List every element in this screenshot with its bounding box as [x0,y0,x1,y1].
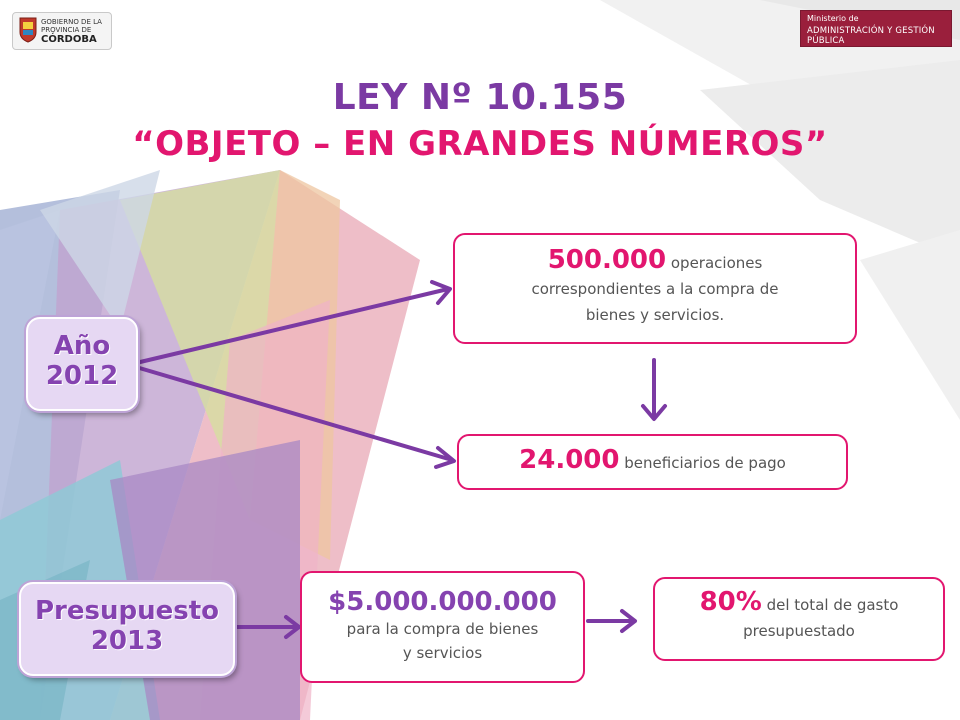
page-subtitle: “OBJETO – EN GRANDES NÚMEROS” [132,124,828,164]
amount-text-line2: y servicios [402,644,483,662]
logo-text-line1: GOBIERNO DE LA [41,18,102,26]
operations-text-line3: bienes y servicios. [585,306,725,324]
beneficiaries-text: beneficiarios de pago [619,454,786,472]
year-label: Año [53,331,111,361]
ministry-logo-line1: Ministerio de [807,14,859,23]
budget-2013-node [19,582,235,676]
logo-text-line3: CÓRDOBA [41,34,97,45]
beneficiaries-number: 24.000 [519,445,620,475]
year-2012-node [26,317,138,411]
budget-year: 2013 [90,626,164,656]
operations-text: operaciones [666,254,763,272]
percent-text-line2: presupuestado [743,622,855,640]
percent-number: 80% [699,587,762,617]
page-title: LEY Nº 10.155 [332,77,628,118]
logo-text-line2: PROVINCIA DE [41,26,92,34]
budget-label: Presupuesto [34,596,220,626]
year-value: 2012 [45,361,119,391]
percent-text: del total de gasto [761,596,899,614]
government-logo [12,12,112,50]
amount-box [300,571,585,683]
operations-text-line2: correspondientes a la compra de [531,280,779,298]
beneficiaries-box [457,434,848,490]
ministry-logo-line2: ADMINISTRACIÓN Y GESTIÓN PÚBLICA [807,26,935,46]
shield-icon [19,17,37,43]
operations-box [453,233,857,344]
percent-box [653,577,945,661]
ministry-logo [800,10,952,47]
amount-text-line1: para la compra de bienes [346,620,539,638]
amount-number: $5.000.000.000 [328,587,557,617]
operations-number: 500.000 [547,245,667,275]
